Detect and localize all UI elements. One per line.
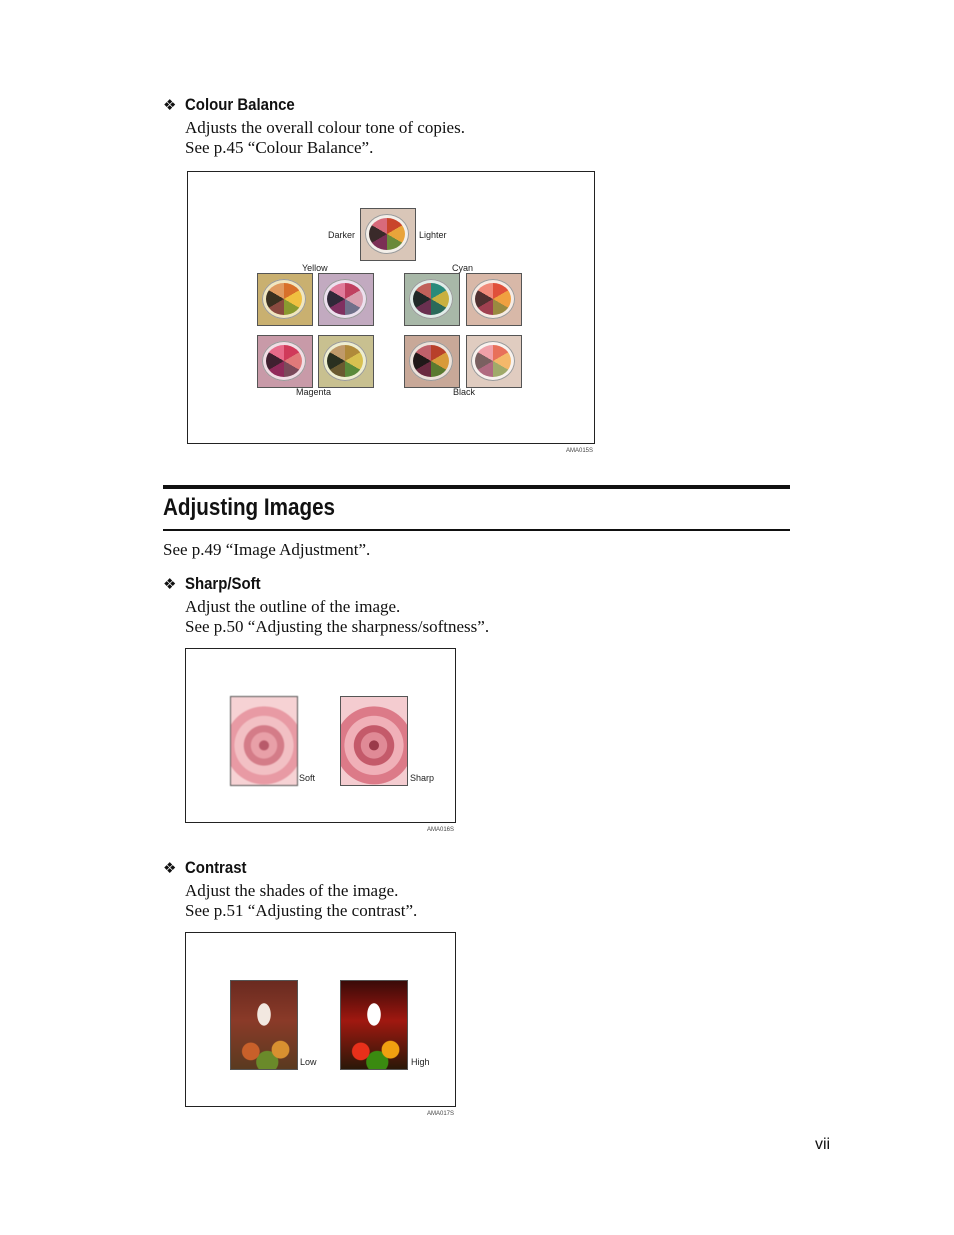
label-yellow: Yellow — [302, 263, 328, 273]
diamond-bullet-icon: ❖ — [163, 575, 177, 593]
label-magenta: Magenta — [296, 387, 332, 397]
thumb-cyan-less — [466, 273, 522, 326]
colour-balance-line2: See p.45 “Colour Balance”. — [185, 138, 374, 157]
colour-balance-heading: Colour Balance — [185, 95, 295, 114]
sharp-soft-figure — [185, 648, 456, 823]
contrast-line1: Adjust the shades of the image. — [185, 881, 399, 900]
section-bottom-rule — [163, 529, 790, 531]
diamond-bullet-icon: ❖ — [163, 859, 177, 877]
thumb-magenta-more — [257, 335, 313, 388]
sharp-soft-heading: Sharp/Soft — [185, 574, 261, 593]
label-sharp: Sharp — [410, 773, 435, 783]
thumb-cyan-more — [404, 273, 460, 326]
section-top-rule — [163, 485, 790, 489]
sharp-soft-line2: See p.50 “Adjusting the sharpness/softness”. — [185, 617, 490, 636]
toy-high-contrast-image — [340, 980, 408, 1070]
label-cyan: Cyan — [452, 263, 474, 273]
contrast-figure — [185, 932, 456, 1107]
figure-code-ama016s: AMA016S — [427, 827, 455, 833]
colour-balance-figure — [187, 171, 595, 444]
section-title: Adjusting Images — [163, 494, 336, 521]
label-soft: Soft — [299, 773, 316, 783]
label-lighter: Lighter — [419, 230, 447, 240]
rose-soft-image — [230, 696, 298, 786]
adjusting-images-see: See p.49 “Image Adjustment”. — [163, 540, 371, 559]
rose-sharp-image — [340, 696, 408, 786]
thumb-black-less — [466, 335, 522, 388]
label-black: Black — [453, 387, 476, 397]
label-high: High — [411, 1057, 430, 1067]
figure-code-ama015s: AMA015S — [566, 448, 594, 454]
sharp-soft-line1: Adjust the outline of the image. — [185, 597, 401, 616]
page-number: vii — [815, 1136, 831, 1153]
contrast-line2: See p.51 “Adjusting the contrast”. — [185, 901, 418, 920]
figure-code-ama017s: AMA017S — [427, 1111, 455, 1117]
diamond-bullet-icon: ❖ — [163, 96, 177, 114]
colour-balance-line1: Adjusts the overall colour tone of copies. — [185, 118, 465, 137]
thumb-magenta-less — [318, 335, 374, 388]
thumb-yellow-more — [257, 273, 313, 326]
label-low: Low — [300, 1057, 317, 1067]
thumb-yellow-less — [318, 273, 374, 326]
thumb-black-more — [404, 335, 460, 388]
contrast-heading: Contrast — [185, 858, 247, 877]
thumb-center — [360, 208, 416, 261]
label-darker: Darker — [328, 230, 356, 240]
toy-low-contrast-image — [230, 980, 298, 1070]
